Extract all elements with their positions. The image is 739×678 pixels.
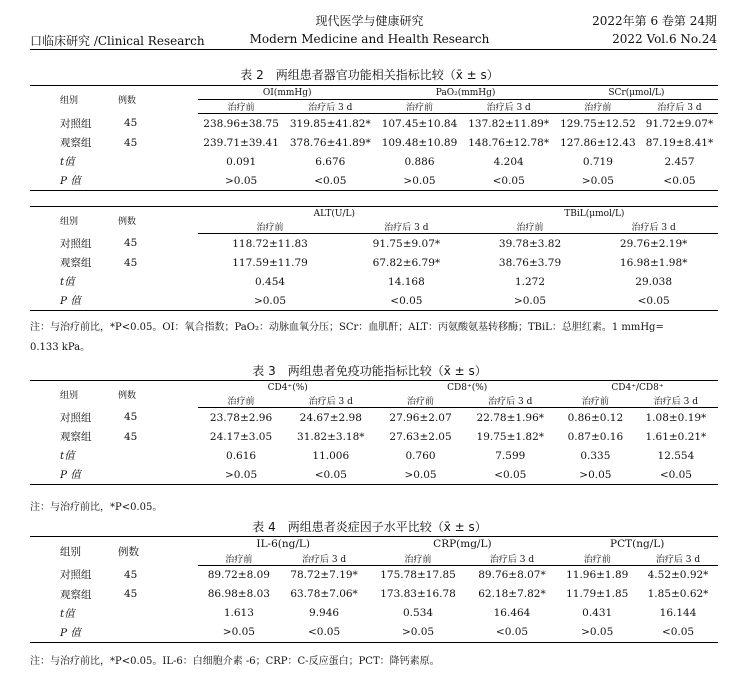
- value-cell: 31.82±3.18*: [297, 430, 365, 443]
- sub-header-before: 治疗前: [368, 552, 467, 566]
- table4: [30, 536, 718, 643]
- value-cell: 12.554: [657, 449, 695, 462]
- value-cell: 29.76±2.19*: [619, 237, 688, 250]
- value-cell: <0.05: [468, 623, 557, 643]
- value-cell: <0.05: [342, 291, 471, 311]
- value-cell: >0.05: [198, 465, 284, 485]
- value-cell: 67.82±6.79*: [372, 256, 441, 269]
- n-cell: [118, 291, 198, 311]
- value-cell: 378.76±41.89*: [289, 136, 371, 149]
- value-cell: 127.86±12.43: [560, 136, 636, 149]
- table2-metric-header: OI(mmHg): [198, 86, 376, 100]
- table-row: [30, 133, 718, 152]
- row-label: 观察组: [60, 588, 92, 601]
- table2-n-header: 例数: [118, 86, 198, 114]
- table3-metric-header: CD4⁺(%): [198, 381, 377, 395]
- value-cell: <0.05: [284, 465, 377, 485]
- value-cell: 1.613: [223, 607, 254, 619]
- value-cell: 0.886: [404, 155, 435, 168]
- table4-metric-header: IL-6(ng/L): [198, 537, 368, 552]
- table2-metric-header: TBiL(μmol/L): [471, 207, 718, 221]
- value-cell: 89.72±8.09: [207, 569, 270, 581]
- table2-note: [30, 318, 720, 358]
- value-cell: 137.82±11.89*: [468, 117, 550, 130]
- journal-title-en: Modern Medicine and Health Research: [249, 32, 490, 46]
- value-cell: <0.05: [638, 623, 718, 643]
- row-label: 观察组: [60, 257, 92, 269]
- table4-n-header: 例数: [118, 537, 198, 566]
- value-cell: 0.86±0.12: [567, 411, 624, 424]
- n-cell: [118, 272, 198, 291]
- value-cell: 118.72±11.83: [232, 237, 308, 250]
- value-cell: 117.59±11.79: [232, 256, 308, 269]
- value-cell: 0.87±0.16: [567, 430, 624, 443]
- n-cell: 45: [124, 568, 138, 581]
- table-row: [30, 446, 718, 465]
- value-cell: >0.05: [198, 623, 280, 643]
- n-cell: [118, 604, 198, 623]
- sub-header-after: 治疗后 3 d: [280, 552, 369, 566]
- row-label: 观察组: [60, 137, 92, 149]
- value-cell: 19.75±1.82*: [476, 430, 545, 443]
- table3-metric-header: CD4⁺/CD8⁺: [557, 381, 718, 395]
- table-row: [30, 114, 718, 134]
- value-cell: <0.05: [464, 465, 557, 485]
- table-row: [30, 291, 718, 311]
- row-label: P 值: [30, 171, 118, 191]
- row-label: P 值: [30, 623, 118, 643]
- table-row: [30, 585, 718, 604]
- issue-en: 2022 Vol.6 No.24: [612, 32, 717, 46]
- value-cell: 148.76±12.78*: [468, 136, 550, 149]
- row-label: t值: [60, 607, 75, 620]
- row-label: t值: [60, 450, 75, 462]
- n-cell: 45: [124, 430, 138, 443]
- value-cell: 238.96±38.75: [203, 117, 279, 130]
- value-cell: 175.78±17.85: [380, 569, 456, 581]
- table-row: [30, 253, 718, 272]
- sub-header-before: 治疗前: [471, 220, 590, 234]
- n-cell: 45: [124, 136, 138, 149]
- n-cell: [118, 152, 198, 171]
- table3-title: 表 3 两组患者免疫功能指标比较（x̄ ± s）: [252, 364, 487, 378]
- value-cell: 86.98±8.03: [207, 588, 270, 600]
- value-cell: >0.05: [556, 623, 638, 643]
- value-cell: 62.18±7.82*: [478, 588, 546, 600]
- table3-n-header: 例数: [118, 381, 198, 408]
- value-cell: 14.168: [388, 275, 425, 288]
- table-row: [30, 152, 718, 171]
- sub-header-before: 治疗前: [198, 100, 284, 114]
- table3-metric-header: CD8⁺(%): [377, 381, 556, 395]
- value-cell: 4.204: [493, 155, 524, 168]
- value-cell: 29.038: [635, 275, 673, 288]
- row-label: 对照组: [60, 237, 92, 250]
- table-row: [30, 171, 718, 191]
- value-cell: 109.48±10.89: [381, 136, 458, 149]
- issue-info: [592, 12, 717, 48]
- value-cell: 107.45±10.84: [381, 117, 458, 130]
- value-cell: 0.335: [580, 449, 611, 462]
- table4-metric-header: PCT(ng/L): [556, 537, 718, 552]
- header-rule: [30, 49, 717, 50]
- value-cell: 0.616: [226, 449, 257, 462]
- value-cell: 0.091: [226, 155, 257, 168]
- value-cell: 0.431: [582, 607, 613, 619]
- value-cell: 87.19±8.41*: [645, 136, 714, 149]
- sub-header-after: 治疗后 3 d: [638, 552, 718, 566]
- value-cell: 2.457: [664, 155, 695, 168]
- value-cell: <0.05: [284, 171, 376, 191]
- value-cell: <0.05: [634, 465, 718, 485]
- value-cell: 38.76±3.79: [498, 256, 562, 269]
- value-cell: 0.534: [403, 607, 434, 619]
- sub-header-before: 治疗前: [557, 394, 634, 408]
- value-cell: 0.719: [582, 155, 613, 168]
- table4-note: 注：与治疗前比，*P<0.05。IL-6：白细胞介素 -6；CRP：C-反应蛋白；PCT：降钙素原。: [30, 656, 440, 667]
- row-label: 观察组: [60, 431, 92, 443]
- value-cell: 91.75±9.07*: [372, 237, 441, 250]
- value-cell: 1.08±0.19*: [645, 411, 707, 424]
- sub-header-after: 治疗后 3 d: [634, 394, 718, 408]
- value-cell: 24.17±3.05: [209, 430, 273, 443]
- value-cell: >0.05: [368, 623, 467, 643]
- sub-header-before: 治疗前: [198, 220, 342, 234]
- value-cell: 1.61±0.21*: [645, 430, 707, 443]
- table2-group-header: 组别: [30, 86, 118, 114]
- n-cell: [118, 446, 198, 465]
- table-row: [30, 604, 718, 623]
- table2-title: 表 2 两组患者器官功能相关指标比较（x̄ ± s）: [240, 68, 499, 82]
- row-label: P 值: [30, 465, 118, 485]
- table3-group-header: 组别: [30, 381, 118, 408]
- section-label: 口临床研究 /Clinical Research: [30, 34, 205, 48]
- sub-header-after: 治疗后 3 d: [284, 394, 377, 408]
- n-cell: 45: [124, 256, 138, 269]
- value-cell: 23.78±2.96: [209, 411, 273, 424]
- sub-header-after: 治疗后 3 d: [342, 220, 471, 234]
- value-cell: 0.454: [255, 275, 286, 288]
- value-cell: 63.78±7.06*: [290, 588, 358, 600]
- sub-header-after: 治疗后 3 d: [641, 100, 718, 114]
- value-cell: >0.05: [198, 291, 342, 311]
- sub-header-before: 治疗前: [377, 394, 463, 408]
- sub-header-after: 治疗后 3 d: [464, 394, 557, 408]
- value-cell: 22.78±1.96*: [476, 411, 545, 424]
- value-cell: <0.05: [463, 171, 555, 191]
- sub-header-before: 治疗前: [198, 394, 284, 408]
- n-cell: [118, 465, 198, 485]
- table-row: [30, 427, 718, 446]
- value-cell: >0.05: [471, 291, 590, 311]
- table-row: [30, 272, 718, 291]
- table4-metric-header: CRP(mg/L): [368, 537, 556, 552]
- table2-metric-header: SCr(μmol/L): [555, 86, 718, 100]
- n-cell: [118, 171, 198, 191]
- n-cell: 45: [124, 237, 138, 250]
- row-label: t值: [60, 156, 75, 168]
- value-cell: 27.96±2.07: [389, 411, 452, 424]
- n-cell: 45: [124, 588, 138, 600]
- table2-part-a: [30, 85, 718, 191]
- value-cell: 239.71±39.41: [203, 136, 279, 149]
- table-row: [30, 408, 718, 428]
- journal-title-cn: 现代医学与健康研究: [315, 14, 424, 28]
- table-row: [30, 623, 718, 643]
- table2-part-b: [30, 206, 718, 311]
- value-cell: 78.72±7.19*: [290, 569, 358, 581]
- value-cell: 91.72±9.07*: [645, 117, 714, 130]
- sub-header-before: 治疗前: [198, 552, 280, 566]
- n-cell: 45: [124, 117, 138, 130]
- value-cell: <0.05: [641, 171, 718, 191]
- value-cell: 89.76±8.07*: [478, 569, 546, 581]
- sub-header-after: 治疗后 3 d: [284, 100, 376, 114]
- value-cell: >0.05: [557, 465, 634, 485]
- table2-note-line1: 注：与治疗前比，*P<0.05。OI：氧合指数；PaO₂：动脉血氧分压；SCr：血肌酐；ALT：丙氨酸氨基转移酶；TBiL：总胆红素。1 mmHg=: [30, 322, 664, 333]
- value-cell: 173.83±16.78: [380, 588, 456, 600]
- issue-cn: 2022年第 6 卷第 24期: [592, 14, 717, 28]
- sub-header-after: 治疗后 3 d: [589, 220, 718, 234]
- table3: [30, 380, 718, 485]
- table2-note-line2: 0.133 kPa。: [30, 342, 91, 353]
- sub-header-after: 治疗后 3 d: [468, 552, 557, 566]
- value-cell: 4.52±0.92*: [647, 569, 709, 581]
- value-cell: 11.79±1.85: [566, 588, 629, 600]
- sub-header-before: 治疗前: [376, 100, 462, 114]
- value-cell: 6.676: [315, 155, 346, 168]
- value-cell: 11.006: [312, 449, 350, 462]
- value-cell: 0.760: [405, 449, 436, 462]
- row-label: t值: [60, 276, 75, 288]
- table-row: [30, 465, 718, 485]
- table4-title: 表 4 两组患者炎症因子水平比较（x̄ ± s）: [252, 520, 487, 534]
- value-cell: 39.78±3.82: [498, 237, 562, 250]
- row-label: P 值: [30, 291, 118, 311]
- value-cell: 9.946: [309, 607, 340, 619]
- value-cell: 16.464: [493, 607, 531, 619]
- table2-metric-header: ALT(U/L): [198, 207, 471, 221]
- value-cell: 1.85±0.62*: [647, 588, 709, 600]
- value-cell: >0.05: [198, 171, 284, 191]
- value-cell: 11.96±1.89: [566, 569, 629, 581]
- row-label: 对照组: [60, 411, 92, 424]
- value-cell: >0.05: [555, 171, 641, 191]
- n-cell: 45: [124, 411, 138, 424]
- table2-n-header: 例数: [118, 207, 198, 234]
- n-cell: [118, 623, 198, 643]
- value-cell: 16.98±1.98*: [619, 256, 688, 269]
- row-label: 对照组: [60, 117, 92, 130]
- value-cell: >0.05: [376, 171, 462, 191]
- value-cell: 24.67±2.98: [299, 411, 362, 424]
- value-cell: <0.05: [280, 623, 369, 643]
- value-cell: 1.272: [514, 275, 546, 288]
- table-row: [30, 234, 718, 254]
- value-cell: 27.63±2.05: [389, 430, 452, 443]
- value-cell: 129.75±12.52: [560, 117, 636, 130]
- value-cell: 16.144: [659, 607, 697, 619]
- table-row: [30, 565, 718, 585]
- value-cell: >0.05: [377, 465, 463, 485]
- value-cell: <0.05: [589, 291, 718, 311]
- table2-metric-header: PaO₂(mmHg): [376, 86, 554, 100]
- sub-header-before: 治疗前: [556, 552, 638, 566]
- sub-header-after: 治疗后 3 d: [463, 100, 555, 114]
- table4-group-header: 组别: [30, 537, 118, 566]
- table2-group-header: 组别: [30, 207, 118, 234]
- table3-note: 注：与治疗前比，*P<0.05。: [30, 502, 163, 513]
- value-cell: 7.599: [495, 449, 526, 462]
- sub-header-before: 治疗前: [555, 100, 641, 114]
- row-label: 对照组: [60, 569, 92, 582]
- value-cell: 319.85±41.82*: [289, 117, 371, 130]
